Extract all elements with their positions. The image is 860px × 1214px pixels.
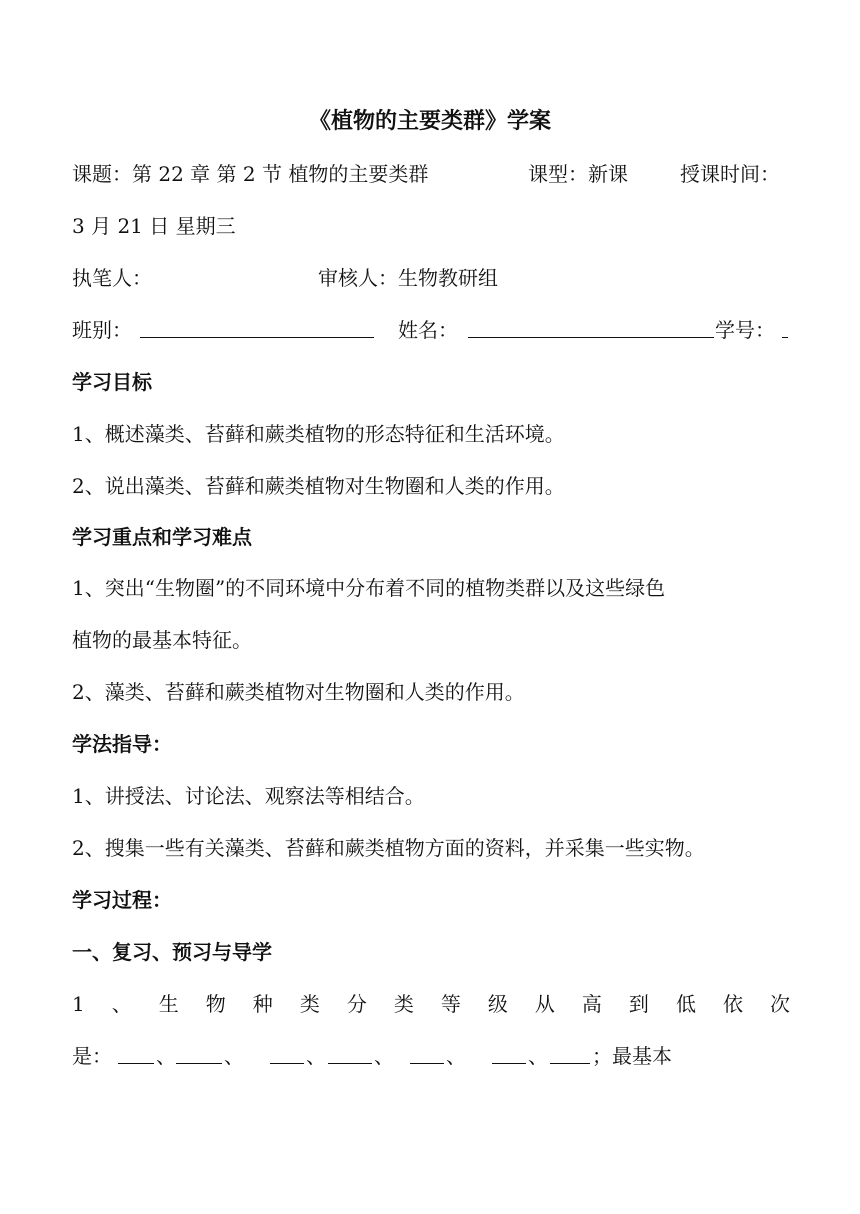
method-heading: 学法指导： xyxy=(72,732,172,756)
q1-char: 物 xyxy=(205,992,226,1016)
method-item-1: 1、讲授法、讨论法、观察法等相结合。 xyxy=(72,784,425,808)
q1-char: 次 xyxy=(769,992,790,1016)
separator: 、 xyxy=(528,1044,548,1068)
method-item-2: 2、搜集一些有关藻类、苔藓和蕨类植物方面的资料，并采集一些实物。 xyxy=(72,836,705,860)
topic-text: 课题：第 22 章 第 2 节 植物的主要类群 xyxy=(72,162,429,186)
time-label: 授课时间： xyxy=(680,162,780,186)
key-point-2: 2、藻类、苔藓和蕨类植物对生物圈和人类的作用。 xyxy=(72,680,525,704)
q1-char: 等 xyxy=(440,992,461,1016)
date-text: 3 月 21 日 星期三 xyxy=(72,214,236,238)
answer-blank-7[interactable] xyxy=(550,1045,590,1064)
q1-char: 到 xyxy=(628,992,649,1016)
q1-char: 种 xyxy=(252,992,273,1016)
lesson-type-text: 课型：新课 xyxy=(528,162,628,186)
id-blank[interactable] xyxy=(782,319,788,338)
key-point-1-line-1: 1、突出“生物圈”的不同环境中分布着不同的植物类群以及这些绿色 xyxy=(72,576,666,600)
answer-blank-5[interactable] xyxy=(410,1045,444,1064)
separator: 、 xyxy=(224,1044,244,1068)
reviewer-text: 审核人：生物教研组 xyxy=(318,266,498,290)
key-points-heading: 学习重点和学习难点 xyxy=(72,525,252,549)
q1-char: 高 xyxy=(581,992,602,1016)
document-title: 《植物的主要类群》学案 xyxy=(308,108,551,134)
answer-blank-1[interactable] xyxy=(118,1045,154,1064)
id-label: 学号： xyxy=(715,318,775,342)
separator: 、 xyxy=(446,1044,466,1068)
separator: 、 xyxy=(156,1044,176,1068)
answer-blank-3[interactable] xyxy=(270,1045,304,1064)
q1-char: 从 xyxy=(534,992,555,1016)
answer-blank-2[interactable] xyxy=(176,1045,222,1064)
answer-blank-6[interactable] xyxy=(492,1045,526,1064)
separator: 、 xyxy=(374,1044,394,1068)
objective-item-1: 1、概述藻类、苔藓和蕨类植物的形态特征和生活环境。 xyxy=(72,422,565,446)
section-1-heading: 一、复习、预习与导学 xyxy=(72,940,272,964)
key-point-1-line-2: 植物的最基本特征。 xyxy=(72,628,252,652)
q1-char: 生 xyxy=(158,992,179,1016)
q1-char: 依 xyxy=(722,992,743,1016)
separator: 、 xyxy=(306,1044,326,1068)
class-label: 班别： xyxy=(72,318,132,342)
objectives-heading: 学习目标 xyxy=(72,370,152,394)
process-heading: 学习过程： xyxy=(72,888,172,912)
q1-char: 级 xyxy=(487,992,508,1016)
name-blank[interactable] xyxy=(468,319,714,338)
q1-char: 1 xyxy=(72,992,85,1016)
class-blank[interactable] xyxy=(140,319,374,338)
q1-char: 低 xyxy=(675,992,696,1016)
q1-end: ；最基本 xyxy=(592,1044,672,1068)
q1-char: 分 xyxy=(346,992,367,1016)
q1-char: 、 xyxy=(111,992,132,1016)
writer-label: 执笔人： xyxy=(72,266,152,290)
question-1-line-1 xyxy=(72,991,790,1017)
q1-prefix: 是： xyxy=(72,1044,112,1068)
name-label: 姓名： xyxy=(398,318,458,342)
q1-char: 类 xyxy=(299,992,320,1016)
objective-item-2: 2、说出藻类、苔藓和蕨类植物对生物圈和人类的作用。 xyxy=(72,474,565,498)
answer-blank-4[interactable] xyxy=(328,1045,372,1064)
q1-char: 类 xyxy=(393,992,414,1016)
